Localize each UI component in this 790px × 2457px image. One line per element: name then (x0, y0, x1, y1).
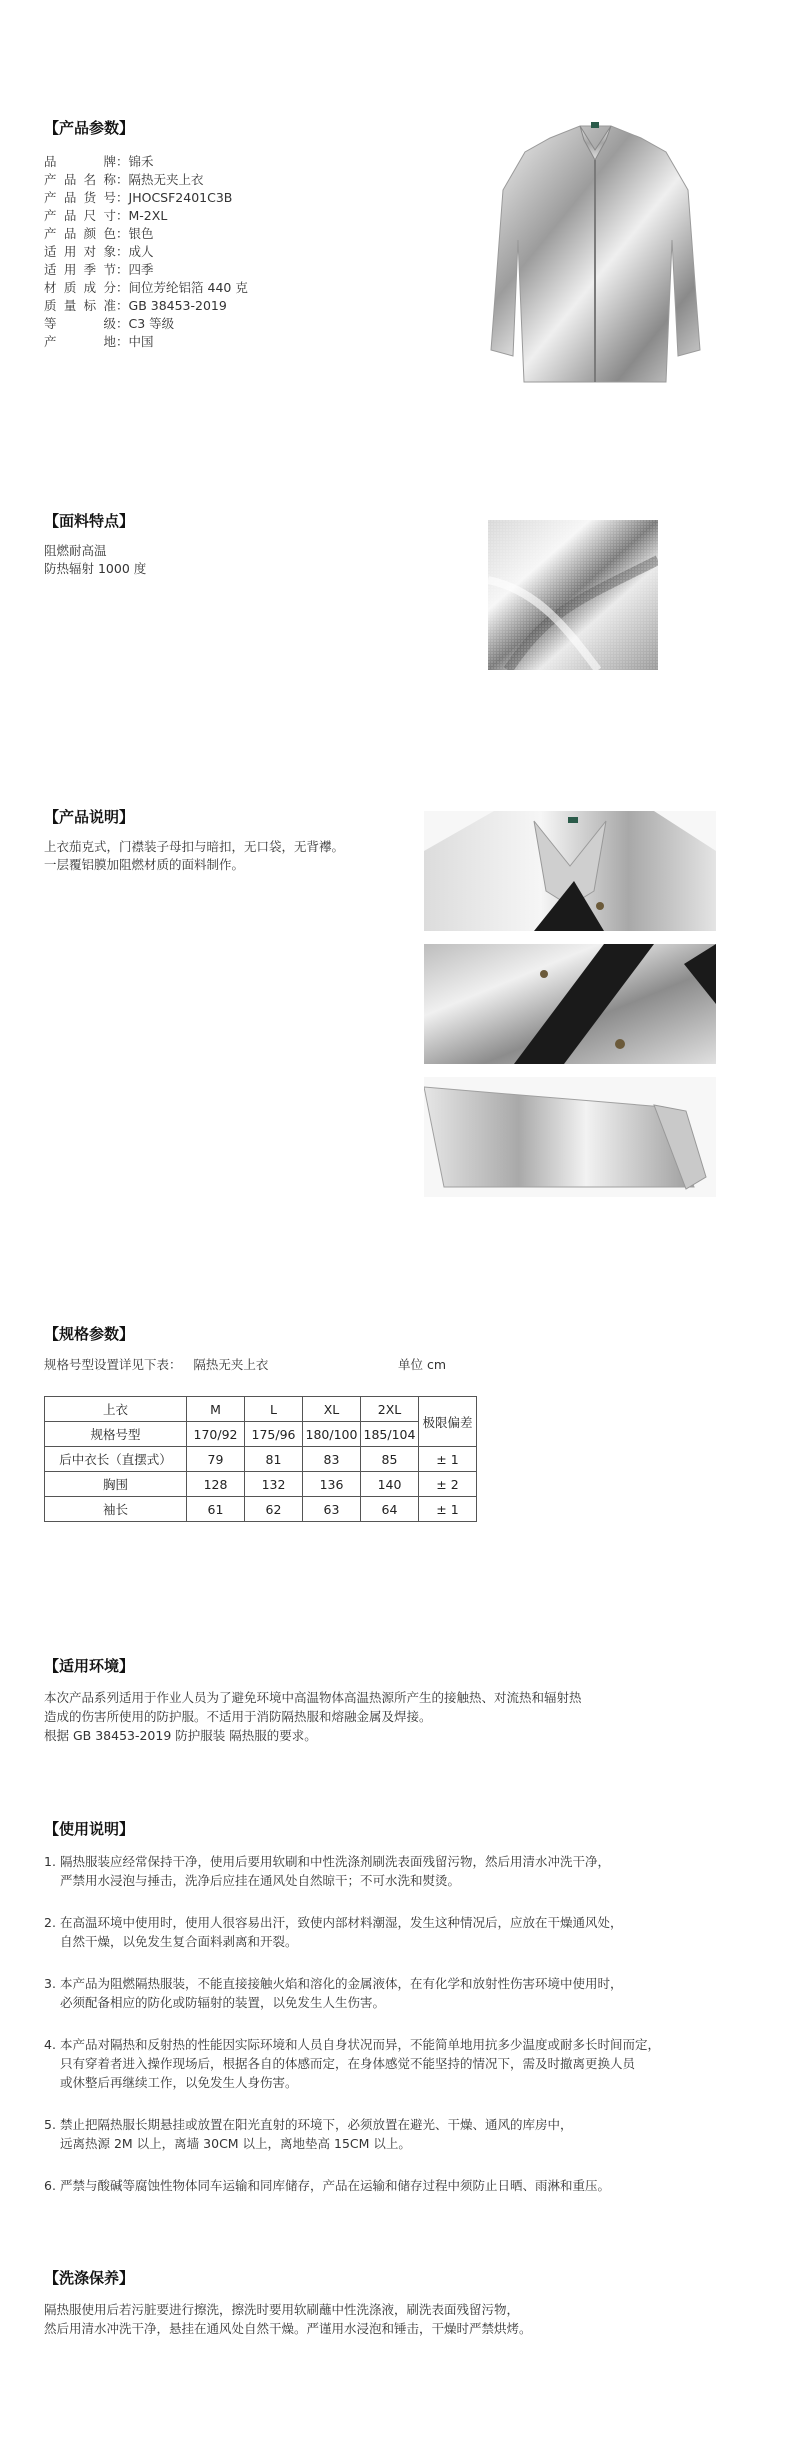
param-row (44, 153, 248, 171)
param-value: C3 等级 (128, 316, 175, 331)
usage-item-line: 严禁用水浸泡与捶击，洗净后应挂在通风处自然晾干；不可水洗和熨烫。 (60, 1873, 461, 1888)
size-spec-unit: 单位 cm (398, 1357, 447, 1372)
size-header-l: L (245, 1397, 303, 1422)
size-code-2xl: 185/104 (361, 1422, 419, 1447)
usage-item-number: 6. (44, 2178, 56, 2193)
param-row (44, 225, 248, 243)
param-value: GB 38453-2019 (128, 298, 227, 313)
care-line-2: 然后用清水冲洗干净，悬挂在通风处自然干燥。严谨用水浸泡和锤击，干燥时严禁烘烤。 (44, 2321, 532, 2336)
cell-value: 83 (303, 1447, 361, 1472)
section-title-environment: 【适用环境】 (44, 1657, 135, 1675)
usage-item-line: 自然干燥，以免发生复合面料剥离和开裂。 (60, 1934, 298, 1949)
param-colon: ： (116, 208, 129, 223)
cell-tolerance: ± 1 (419, 1497, 477, 1522)
size-table-header-bottom: 规格号型 (45, 1422, 187, 1447)
param-value: 银色 (128, 226, 154, 241)
section-title-product-params: 【产品参数】 (44, 119, 135, 137)
param-label: 产品尺寸 (44, 208, 116, 223)
usage-item-5 (44, 2115, 754, 2153)
section-title-usage: 【使用说明】 (44, 1820, 135, 1838)
cell-value: 140 (361, 1472, 419, 1497)
environment-line-3: 根据 GB 38453-2019 防护服装 隔热服的要求。 (44, 1728, 317, 1743)
param-colon: ： (116, 316, 129, 331)
cell-tolerance: ± 2 (419, 1472, 477, 1497)
param-label: 产品名称 (44, 172, 116, 187)
usage-item-line: 隔热服装应经常保持干净，使用后要用软刷和中性洗涤剂刷洗表面残留污物，然后用清水冲洗干净， (60, 1854, 611, 1869)
section-title-description: 【产品说明】 (44, 808, 135, 826)
usage-item-number: 3. (44, 1976, 56, 1991)
environment-line-1: 本次产品系列适用于作业人员为了避免环境中高温物体高温热源所产生的接触热、对流热和辐射热 (44, 1690, 582, 1705)
param-value: 锦禾 (128, 154, 154, 169)
param-label: 品牌 (44, 154, 116, 169)
param-colon: ： (116, 226, 129, 241)
table-row (45, 1497, 477, 1522)
section-title-size-spec: 【规格参数】 (44, 1325, 135, 1343)
cell-tolerance: ± 1 (419, 1447, 477, 1472)
usage-item-2 (44, 1913, 754, 1951)
param-value: 四季 (128, 262, 154, 277)
size-header-m: M (187, 1397, 245, 1422)
param-value: JHOCSF2401C3B (128, 190, 233, 205)
detail-cuff-image (424, 1077, 716, 1197)
param-row (44, 171, 248, 189)
row-name: 后中衣长（直摆式） (45, 1447, 187, 1472)
param-label: 质量标准 (44, 298, 116, 313)
param-colon: ： (116, 244, 129, 259)
usage-item-line: 远离热源 2M 以上，离墙 30CM 以上，离地垫高 15CM 以上。 (60, 2136, 411, 2151)
size-spec-intro: 规格号型设置详见下表： 隔热无夹上衣 (44, 1357, 269, 1372)
size-table (44, 1396, 477, 1522)
param-colon: ： (116, 172, 129, 187)
param-value: 间位芳纶铝箔 440 克 (128, 280, 248, 295)
param-colon: ： (116, 190, 129, 205)
product-params-list (44, 153, 248, 351)
param-label: 适用季节 (44, 262, 116, 277)
cell-value: 79 (187, 1447, 245, 1472)
environment-line-2: 造成的伤害所使用的防护服。不适用于消防隔热服和熔融金属及焊接。 (44, 1709, 432, 1724)
jacket-front-image (488, 120, 703, 392)
size-table-header-top: 上衣 (45, 1397, 187, 1422)
description-line-2: 一层覆铝膜加阻燃材质的面料制作。 (44, 857, 245, 872)
param-colon: ： (116, 280, 129, 295)
param-label: 产品颜色 (44, 226, 116, 241)
cell-value: 62 (245, 1497, 303, 1522)
usage-item-line: 必须配备相应的防化或防辐射的装置，以免发生人生伤害。 (60, 1995, 386, 2010)
size-header-2xl: 2XL (361, 1397, 419, 1422)
param-colon: ： (116, 334, 129, 349)
param-colon: ： (116, 298, 129, 313)
usage-item-line: 本产品为阻燃隔热服装，不能直接接触火焰和溶化的金属液体，在有化学和放射性伤害环境中使用时， (60, 1976, 623, 1991)
row-name: 袖长 (45, 1497, 187, 1522)
usage-item-line: 禁止把隔热服长期悬挂或放置在阳光直射的环境下，必须放置在避光、干燥、通风的库房中， (60, 2117, 573, 2132)
usage-item-number: 5. (44, 2117, 56, 2132)
param-label: 产品货号 (44, 190, 116, 205)
size-header-xl: XL (303, 1397, 361, 1422)
param-value: 隔热无夹上衣 (128, 172, 204, 187)
param-colon: ： (116, 154, 129, 169)
table-row (45, 1447, 477, 1472)
detail-collar-image (424, 811, 716, 931)
cell-value: 61 (187, 1497, 245, 1522)
usage-item-number: 4. (44, 2037, 56, 2052)
usage-item-line: 或休整后再继续工作，以免发生人身伤害。 (60, 2075, 298, 2090)
usage-item-line: 只有穿着者进入操作现场后，根据各自的体感而定，在身体感觉不能坚持的情况下，需及时撤离更换人员 (60, 2056, 636, 2071)
param-row (44, 297, 248, 315)
param-label: 产地 (44, 334, 116, 349)
table-row (45, 1472, 477, 1497)
usage-item-line: 严禁与酸碱等腐蚀性物体同车运输和同库储存，产品在运输和储存过程中须防止日晒、雨淋和重压。 (60, 2178, 611, 2193)
usage-item-line: 在高温环境中使用时，使用人很容易出汗，致使内部材料潮湿，发生这种情况后，应放在干燥通风处， (60, 1915, 623, 1930)
cell-value: 136 (303, 1472, 361, 1497)
param-label: 等级 (44, 316, 116, 331)
cell-value: 128 (187, 1472, 245, 1497)
size-code-m: 170/92 (187, 1422, 245, 1447)
param-value: 成人 (128, 244, 154, 259)
row-name: 胸围 (45, 1472, 187, 1497)
param-label: 材质成分 (44, 280, 116, 295)
tolerance-header: 极限偏差 (419, 1397, 477, 1447)
section-title-care: 【洗涤保养】 (44, 2269, 135, 2287)
cell-value: 63 (303, 1497, 361, 1522)
care-line-1: 隔热服使用后若污脏要进行擦洗，擦洗时要用软刷蘸中性洗涤液，刷洗表面残留污物， (44, 2302, 520, 2317)
cell-value: 132 (245, 1472, 303, 1497)
param-colon: ： (116, 262, 129, 277)
fabric-texture-image (488, 520, 658, 670)
usage-item-1 (44, 1852, 754, 1890)
param-value: M-2XL (128, 208, 168, 223)
param-row (44, 261, 248, 279)
param-row (44, 315, 248, 333)
param-row (44, 333, 248, 351)
size-code-xl: 180/100 (303, 1422, 361, 1447)
cell-value: 81 (245, 1447, 303, 1472)
usage-item-line: 本产品对隔热和反射热的性能因实际环境和人员自身状况而异，不能简单地用抗多少温度或耐多长时间而定， (60, 2037, 661, 2052)
param-label: 适用对象 (44, 244, 116, 259)
fabric-line-1: 阻燃耐高温 (44, 543, 107, 558)
usage-item-number: 1. (44, 1854, 56, 1869)
param-value: 中国 (128, 334, 154, 349)
param-row (44, 189, 248, 207)
section-title-fabric: 【面料特点】 (44, 512, 135, 530)
fabric-line-2: 防热辐射 1000 度 (44, 561, 147, 576)
description-line-1: 上衣茄克式，门襟装子母扣与暗扣，无口袋，无背襻。 (44, 839, 345, 854)
cell-value: 64 (361, 1497, 419, 1522)
usage-item-number: 2. (44, 1915, 56, 1930)
detail-placket-image (424, 944, 716, 1064)
size-code-l: 175/96 (245, 1422, 303, 1447)
usage-item-3 (44, 1974, 754, 2012)
usage-item-4 (44, 2035, 754, 2092)
cell-value: 85 (361, 1447, 419, 1472)
param-row (44, 207, 248, 225)
usage-item-6 (44, 2176, 754, 2195)
param-row (44, 279, 248, 297)
param-row (44, 243, 248, 261)
